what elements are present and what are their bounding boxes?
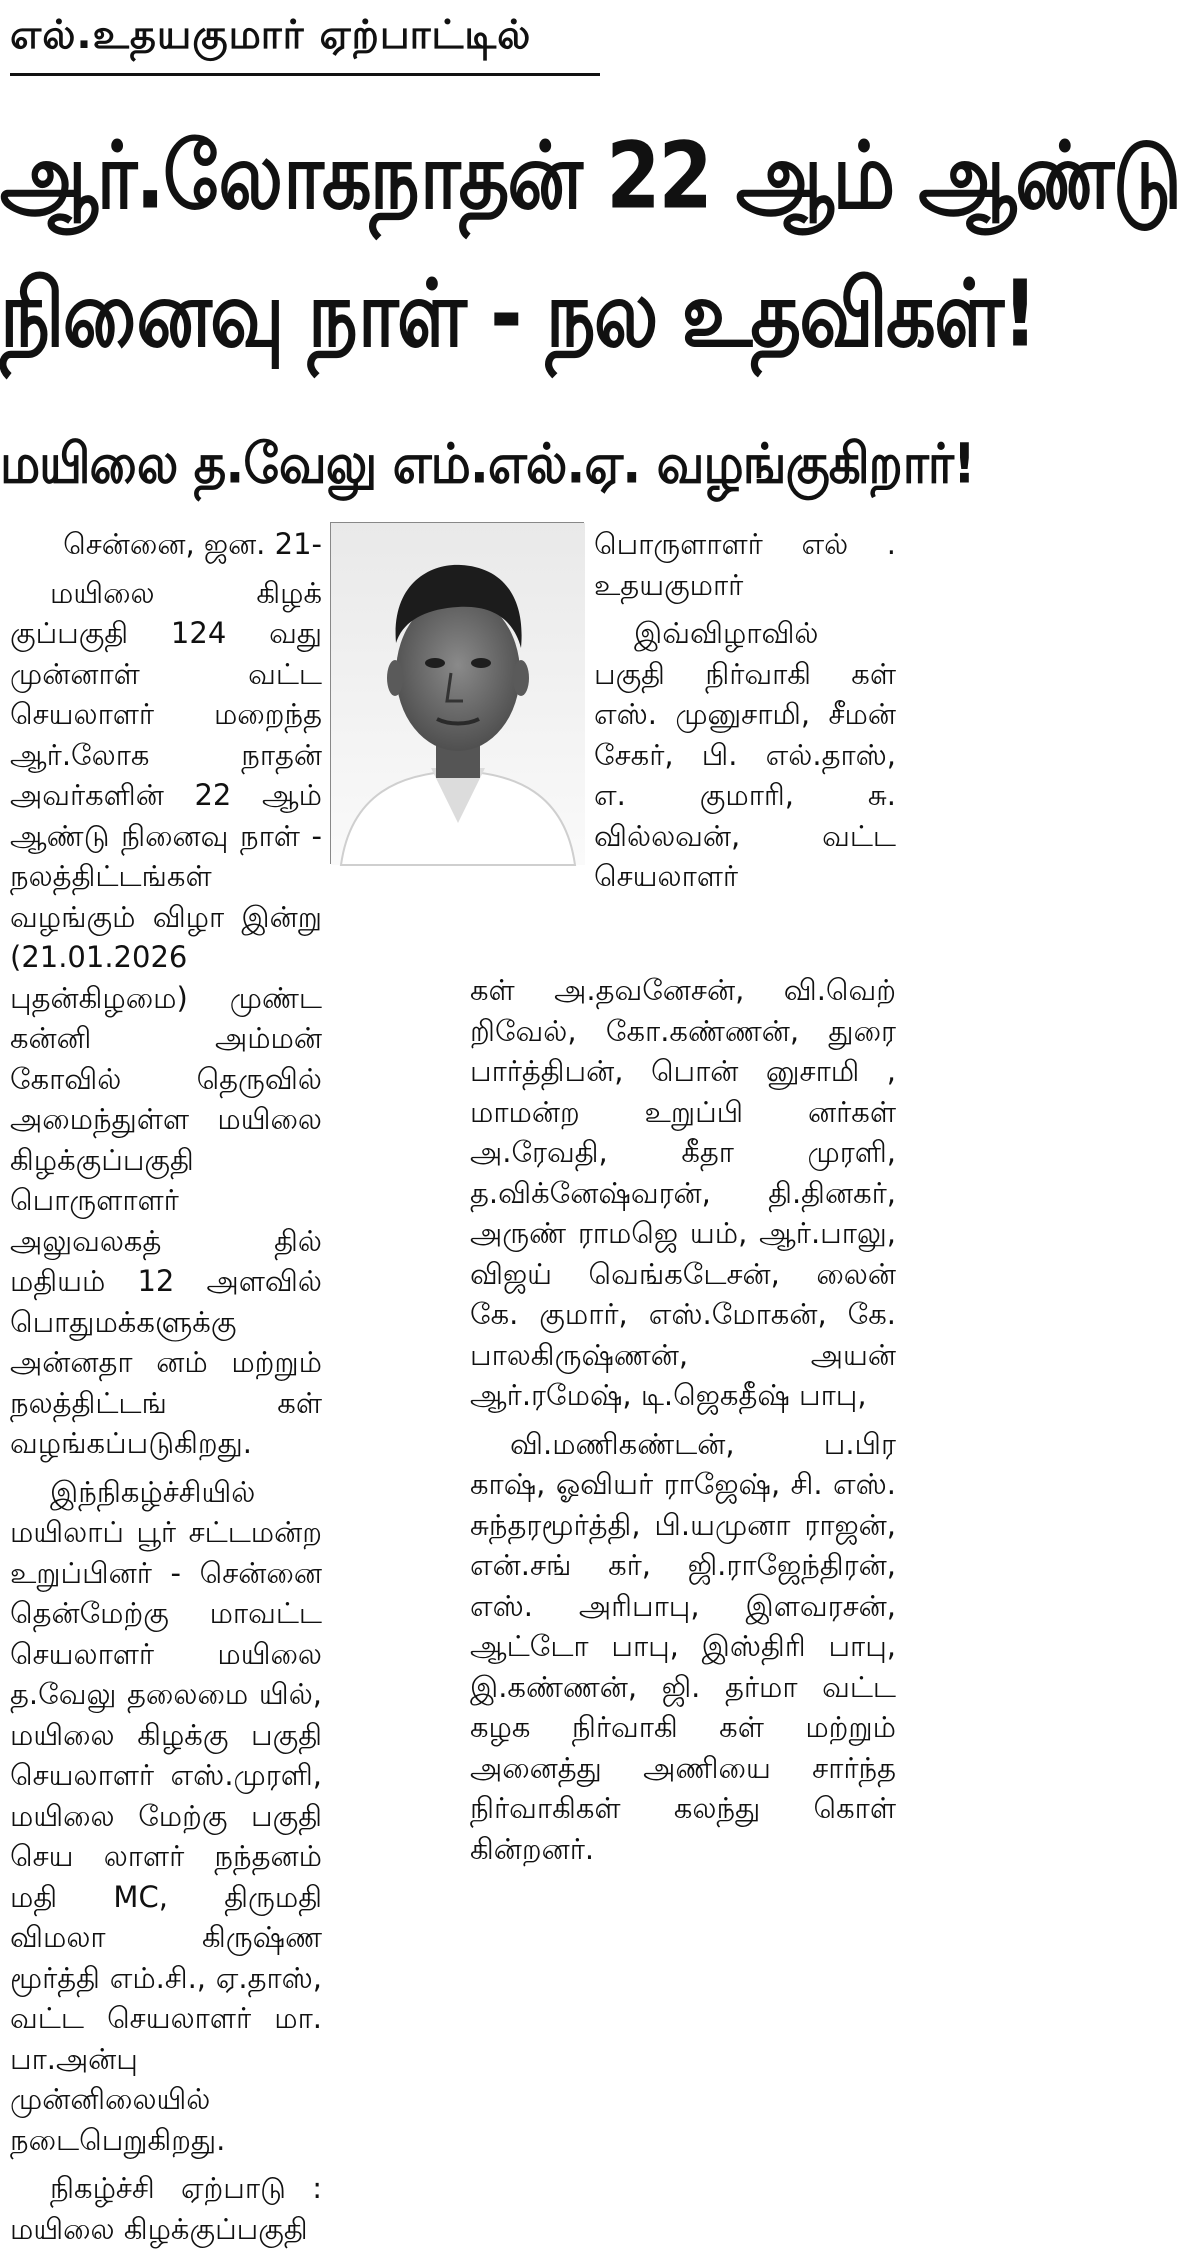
headline-line-2: நினைவு நாள் - நல உதவிகள்! <box>0 261 1036 368</box>
paragraph: இந்நிகழ்ச்சியில் மயிலாப் பூர் சட்டமன்ற உறுப்பினர் - சென்னை தென்மேற்கு மாவட்ட செயலாளர் மயிலை த.வேலு தலைமை யில், மயிலை கிழக்கு பகுதி செயலாளர் எஸ்.முரளி, மயிலை மேற்கு பகுதி செய லாளர் நந்தனம் மதி MC, திருமதி விமலா கிருஷ்ண மூர்த்தி எம்.சி., ஏ.தாஸ், வட்ட செயலாளர் மா. பா.அன்பு முன்னிலையில் நடைபெறுகிறது. <box>10 1474 322 2157</box>
article-column-left <box>10 524 322 2246</box>
paragraph: வி.மணிகண்டன், ப.பிர காஷ், ஓவியர் ராஜேஷ், சி. எஸ். சுந்தரமூர்த்தி, பி.யமுனா ராஜன், என்.சங் கர், ஜி.ராஜேந்திரன், எஸ். அரிபாபு, இளவரசன், ஆட்டோ பாபு, இஸ்திரி பாபு, இ.கண்ணன், ஜி. தர்மா வட்ட கழக நிர்வாகி கள் மற்றும் அனைத்து அணியை சார்ந்த நிர்வாகிகள் கலந்து கொள் கின்றனர். <box>470 1426 896 1866</box>
portrait-icon <box>331 523 585 865</box>
paragraph: இவ்விழாவில் பகுதி நிர்வாகி கள் எஸ். முனுசாமி, சீமன் சேகர், பி. எல்.தாஸ், எ. குமாரி, சு. வில்லவன், வட்ட செயலாளர் <box>594 616 896 893</box>
article-column-right-top <box>594 524 896 1004</box>
paragraph: கள் அ.தவனேசன், வி.வெற் றிவேல், கோ.கண்ணன், துரை பார்த்திபன், பொன் னுசாமி , மாமன்ற உறுப்பி னர்கள் அ.ரேவதி, கீதா முரளி, த.விக்னேஷ்வரன், தி.தினகர், அருண் ராமஜெ யம், ஆர்.பாலு, விஜய் வெங்கடேசன், லைன் கே. குமார், எஸ்.மோகன், கே. பாலகிருஷ்ணன், அயன் ஆர்.ரமேஷ், டி.ஜெகதீஷ் பாபு, <box>470 973 896 1412</box>
dateline: சென்னை, ஜன. 21- <box>63 527 322 561</box>
subheadline: மயிலை த.வேலு எம்.எல்.ஏ. வழங்குகிறார்! <box>0 432 975 496</box>
portrait-photo <box>330 522 584 864</box>
kicker: எல்.உதயகுமார் ஏற்பாட்டில் <box>10 2 600 76</box>
paragraph: மயிலை கிழக் குப்பகுதி 124 வது முன்னாள் வட்ட செயலாளர் மறைந்த ஆர்.லோக நாதன் அவர்களின் 22 ஆம் ஆண்டு நினைவு நாள் - நலத்திட்டங்கள் வழங்கும் விழா இன்று (21.01.2026 புதன்கிழமை) முண்ட கன்னி அம்மன் கோவில் தெருவில் அமைந்துள்ள மயிலை கிழக்குப்பகுதி பொருளாளர் அலுவலகத் தில் மதியம் 12 அளவில் பொதுமக்களுக்கு அன்னதா னம் மற்றும் நலத்திட்டங் கள் வழங்கப்படுகிறது. <box>10 575 322 1460</box>
article-column-right-bottom <box>470 970 896 2160</box>
paragraph: பொருளாளர் எல் . உதயகுமார் <box>594 527 896 602</box>
headline-line-1: ஆர்.லோகநாதன் 22 ஆம் ஆண்டு <box>0 123 1180 230</box>
paragraph: நிகழ்ச்சி ஏற்பாடு : மயிலை கிழக்குப்பகுதி <box>10 2171 322 2246</box>
